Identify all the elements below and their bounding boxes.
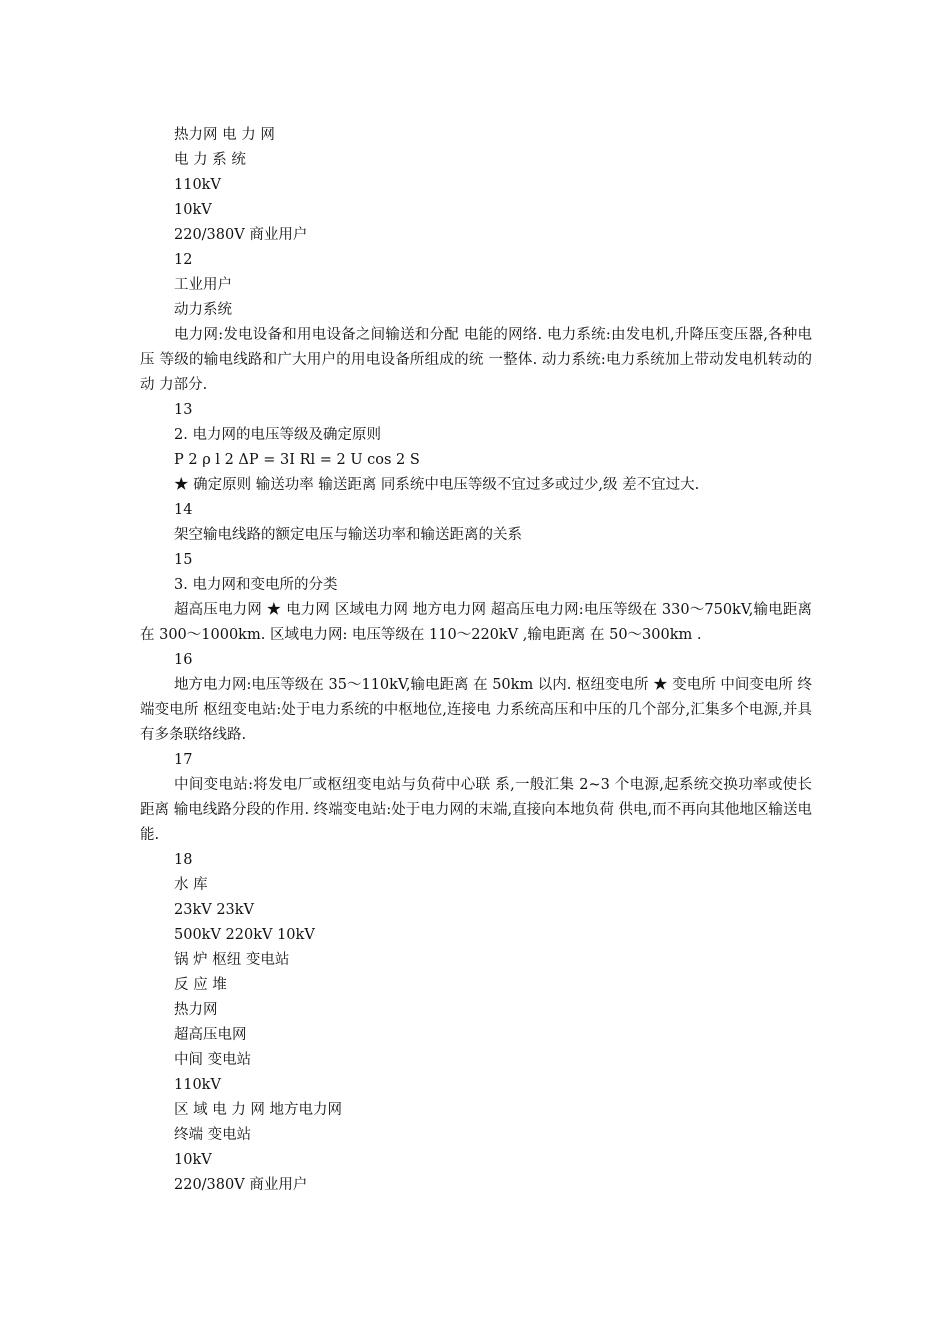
text-line: 锅 炉 枢纽 变电站 bbox=[174, 952, 290, 968]
text-line: 终端 变电站 bbox=[174, 1127, 252, 1143]
page-number: 12 bbox=[174, 252, 193, 268]
text-line: 热力网 bbox=[174, 1002, 218, 1018]
page-number: 14 bbox=[174, 502, 193, 518]
page-number: 17 bbox=[174, 752, 193, 768]
text-line: 220/380V 商业用户 bbox=[174, 1177, 308, 1193]
text-line: 中间 变电站 bbox=[174, 1052, 252, 1068]
text-line: 区 域 电 力 网 地方电力网 bbox=[174, 1102, 343, 1118]
formula-line: P 2 ρ l 2 ΔP = 3I Rl = 2 U cos 2 S bbox=[174, 452, 420, 468]
page-number: 18 bbox=[174, 852, 193, 868]
text-line: 水 库 bbox=[174, 877, 208, 893]
text-line: 110kV bbox=[174, 1077, 221, 1093]
text-line: 23kV 23kV bbox=[174, 902, 255, 918]
section-heading: 3. 电力网和变电所的分类 bbox=[174, 577, 338, 593]
page-number: 16 bbox=[174, 652, 193, 668]
document-page bbox=[140, 123, 812, 1198]
text-line: 超高压电网 bbox=[174, 1027, 247, 1043]
text-line: 500kV 220kV 10kV bbox=[174, 927, 315, 943]
paragraph: 中间变电站:将发电厂或枢纽变电站与负荷中心联 系,一般汇集 2~3 个电源,起系统交换功率或使长距离 输电线路分段的作用. 终端变电站:处于电力网的末端,直接向本地负荷 供电,而不再向其他地区输送电能. bbox=[140, 777, 812, 843]
section-heading: 2. 电力网的电压等级及确定原则 bbox=[174, 427, 381, 443]
text-line: 工业用户 bbox=[174, 277, 232, 293]
text-line: 10kV bbox=[174, 1152, 212, 1168]
text-line: 10kV bbox=[174, 202, 212, 218]
paragraph: 架空输电线路的额定电压与输送功率和输送距离的关系 bbox=[174, 527, 522, 543]
paragraph: 地方电力网:电压等级在 35～110kV,输电距离 在 50km 以内. 枢纽变电所 ★ 变电所 中间变电所 终端变电所 枢纽变电站:处于电力系统的中枢地位,连接电 力系统高压和中压的几个部分,汇集多个电源,并具 有多条联络线路. bbox=[140, 677, 812, 743]
page-number: 15 bbox=[174, 552, 193, 568]
paragraph: ★ 确定原则 输送功率 输送距离 同系统中电压等级不宜过多或过少,级 差不宜过大. bbox=[174, 477, 700, 493]
text-line: 110kV bbox=[174, 177, 221, 193]
page-number: 13 bbox=[174, 402, 193, 418]
text-line: 电 力 系 统 bbox=[174, 152, 246, 168]
text-line: 220/380V 商业用户 bbox=[174, 227, 308, 243]
text-line: 动力系统 bbox=[174, 302, 232, 318]
paragraph: 超高压电力网 ★ 电力网 区域电力网 地方电力网 超高压电力网:电压等级在 330～750kV,输电距离 在 300～1000km. 区域电力网: 电压等级在 110～220kV ,输电距离 在 50～300km . bbox=[140, 602, 812, 643]
paragraph: 电力网:发电设备和用电设备之间输送和分配 电能的网络. 电力系统:由发电机,升降压变压器,各种电压 等级的输电线路和广大用户的用电设备所组成的统 一整体. 动力系统:电力系统加上带动发电机转动的动 力部分. bbox=[140, 327, 812, 393]
text-line: 反 应 堆 bbox=[174, 977, 227, 993]
text-line: 热力网 电 力 网 bbox=[174, 127, 275, 143]
